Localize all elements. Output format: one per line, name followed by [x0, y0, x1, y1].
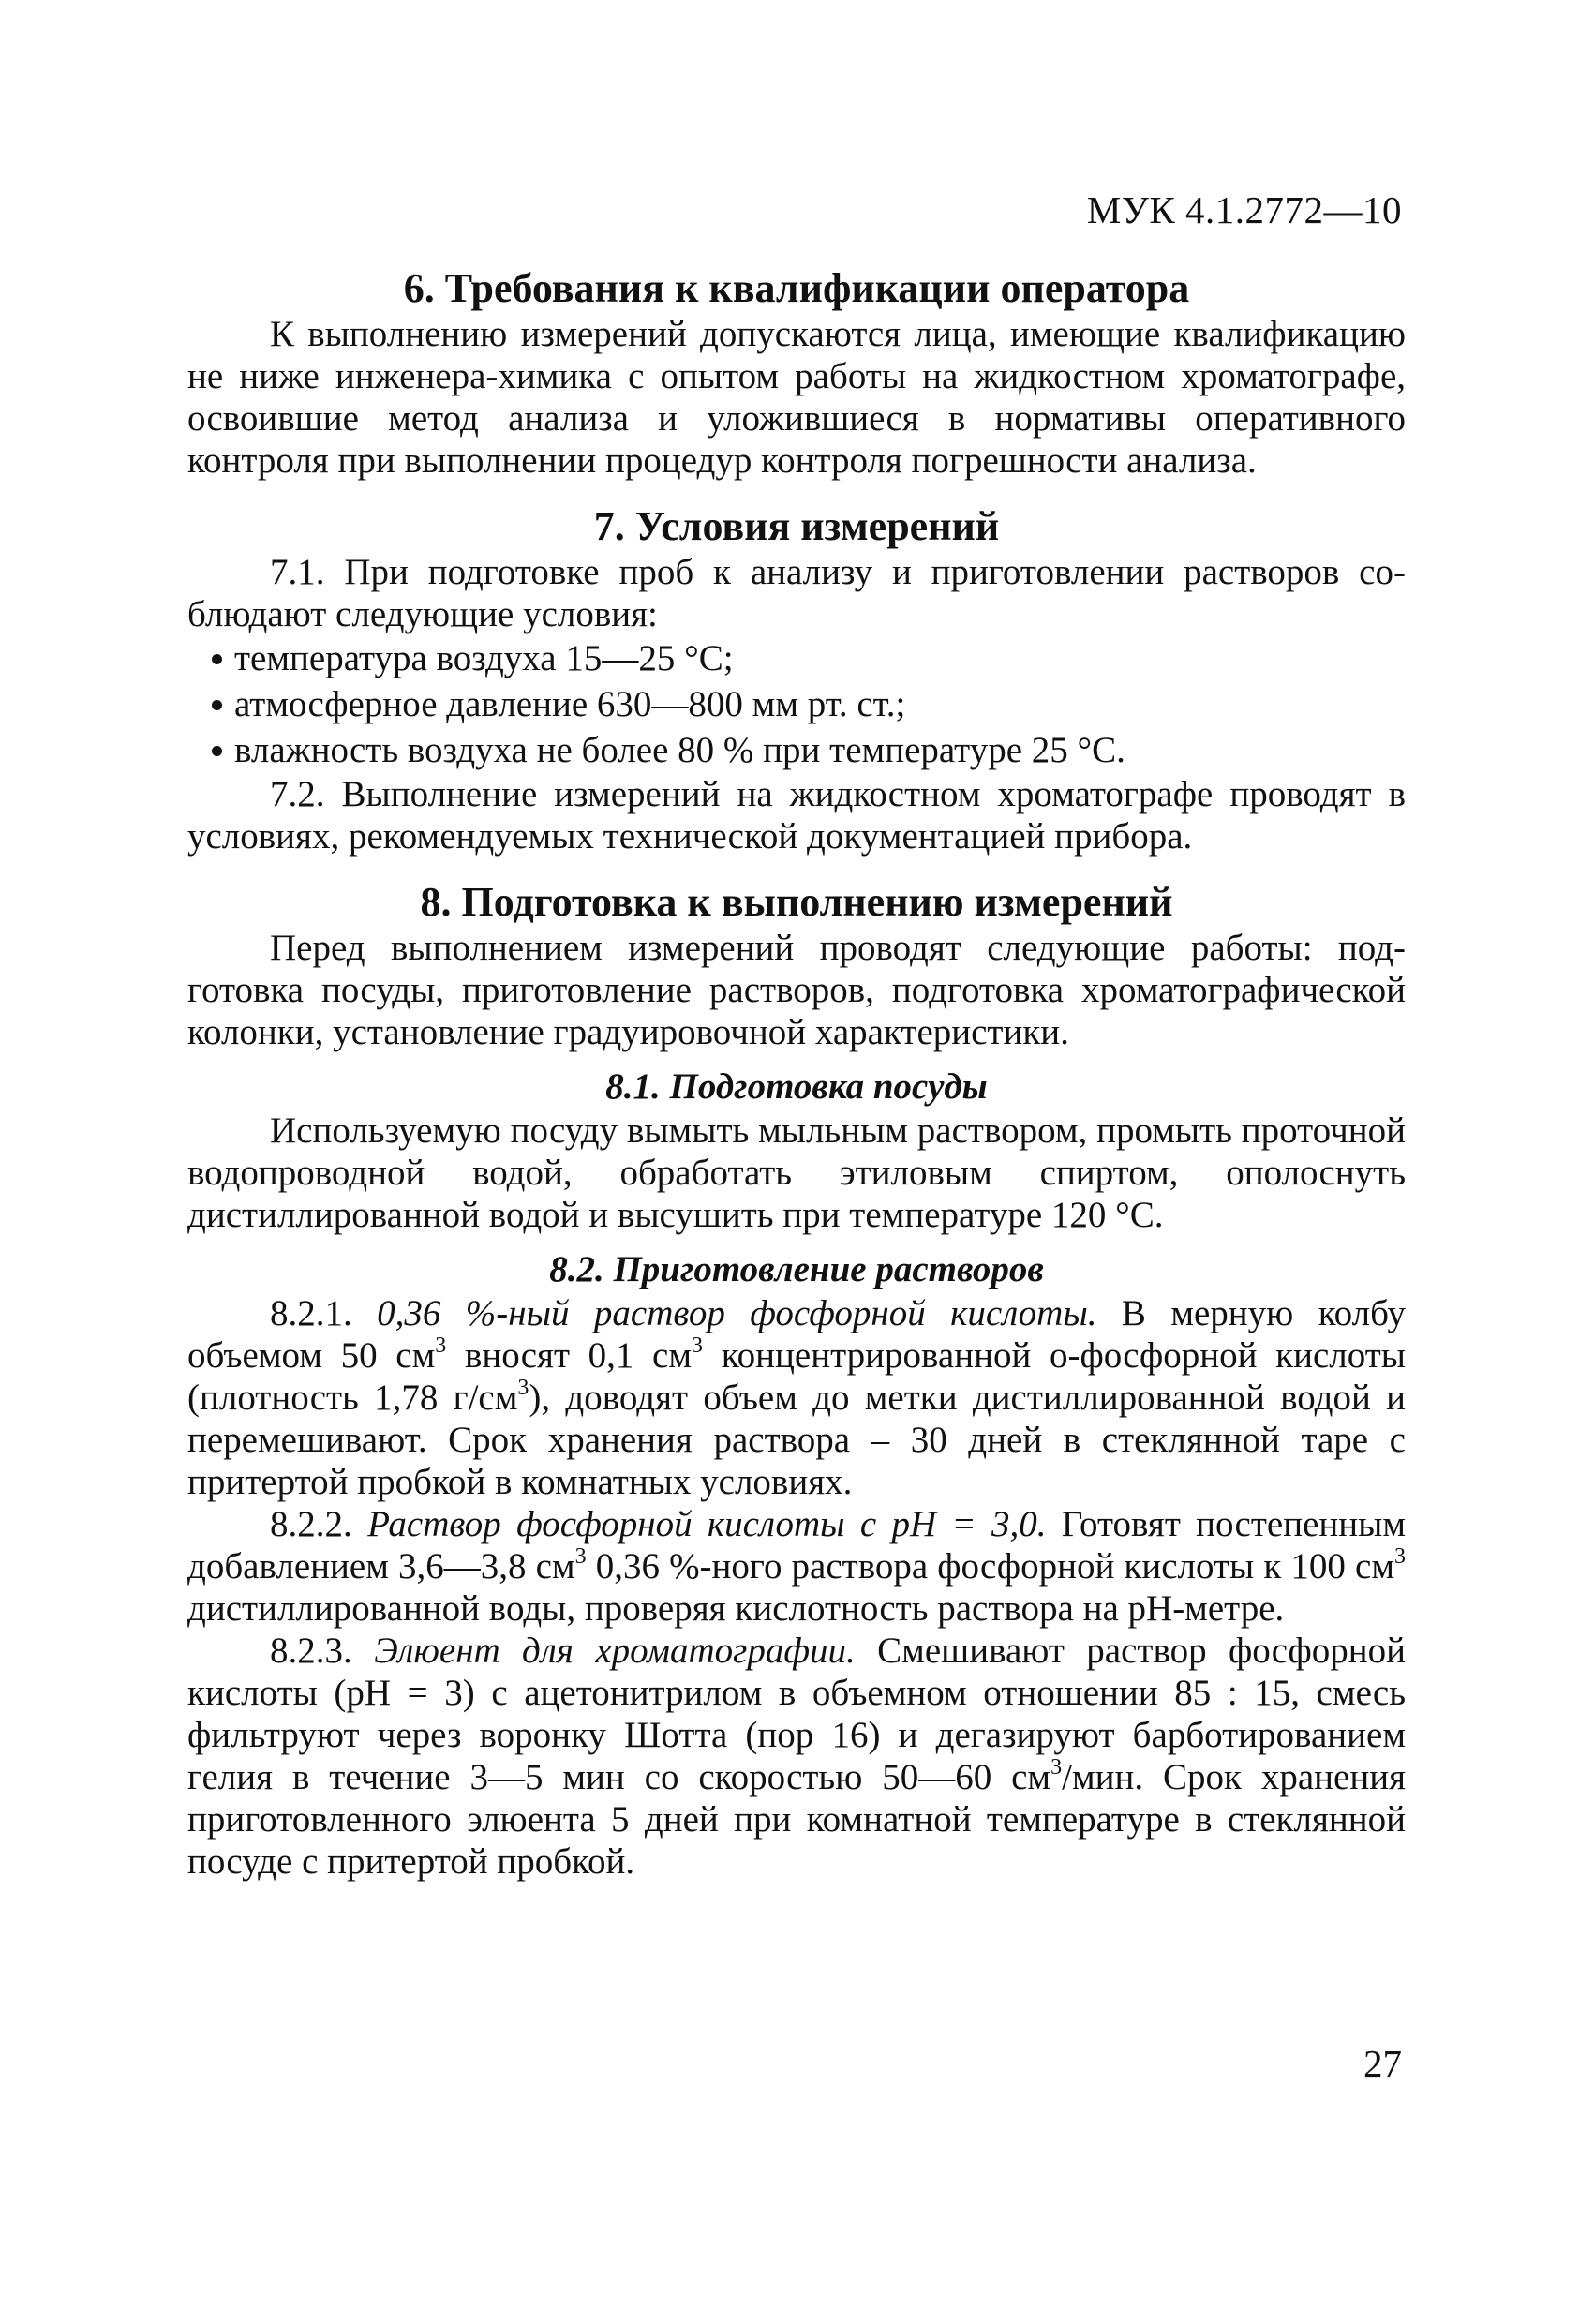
paragraph-8-2-2: 8.2.2. Раствор фосфорной кислоты с рН = 3,0. Готовят постепенным добавлением 3,6—3,8 $см^3$ 0,36 %-ного раствора фосфорной кислоты к 100 $см^3$ дистиллированной воды, проверяя кислотность раствора на рН-метре.	[187, 1504, 1407, 1629]
document-code: МУК 4.1.2772—10	[1086, 188, 1402, 231]
bullet-icon	[212, 654, 222, 664]
paragraph-8-2-1: 8.2.1. 0,36 %-ный раствор фосфорной кислоты. В мерную колбу объемом 50 $см^3$ вносят 0,1 $см^3$ концентрированной о-фосфорной кислоты (плотность 1,78 $г/см^3$), доводят объем до метки дистиллированной водой и перемешивают. Срок хранения раствора – 30 дней в стеклянной таре с притертой пробкой в комнатных условиях.	[187, 1293, 1407, 1502]
paragraph-8-2-1-title: 0,36 %-ный раствор фосфорной кислоты.	[377, 1293, 1097, 1333]
page-number: 27	[1363, 2042, 1402, 2085]
section-8-paragraph: Перед выполнением измерений проводят следующие работы: подготовка посуды, приготовление растворов, подготовка хроматографической колонки, установление градуировочной характеристики.	[187, 928, 1406, 1052]
section-8-title: 8. Подготовка к выполнению измерений	[420, 879, 1173, 925]
paragraph-8-1: Используемую посуду вымыть мыльным раствором, промыть проточной водопроводной водой, обработать этиловым спиртом, ополоснуть дистиллированной водой и высушить при температуре 120 °С.	[187, 1110, 1406, 1235]
subsection-8-1-title: 8.1. Подготовка посуды	[605, 1066, 988, 1107]
section-6-paragraph: К выполнению измерений допускаются лица, имеющие квалификацию не ниже инженера-химика с опытом работы на жидкостном хроматографе, освоившие метод анализа и уложившиеся в нормативы оперативного контроля при выполнении процедур контроля погрешности анализа.	[187, 314, 1406, 481]
list-item: температура воздуха 15—25 °С;	[187, 635, 1406, 681]
conditions-list	[187, 635, 1406, 773]
bullet-icon	[212, 700, 222, 710]
section-7-title: 7. Условия измерений	[593, 503, 1000, 549]
section-6-title: 6. Требования к квалификации оператора	[403, 265, 1190, 311]
paragraph-8-2-2-title: Раствор фосфорной кислоты с рН = 3,0.	[367, 1504, 1047, 1544]
list-item: атмосферное давление 630—800 мм рт. ст.;	[187, 681, 1406, 727]
page-content	[187, 264, 1406, 1883]
paragraph-8-2-3: 8.2.3. Элюент для хроматографии. Смешивают раствор фосфорной кислоты (рН = 3) с ацетонитрилом в объемном отношении 85 : 15, смесь фильтруют через воронку Шотта (пор 16) и дегазируют барботированием гелия в течение 3—5 мин со скоростью 50—60 $см^3$/мин. Срок хранения приготовленного элюента 5 дней при комнатной температуре в стеклянной посуде с притертой пробкой.	[187, 1631, 1407, 1882]
list-item: влажность воздуха не более 80 % при температуре 25 °С.	[187, 727, 1406, 773]
subsection-8-2-title: 8.2. Приготовление растворов	[549, 1249, 1044, 1289]
paragraph-7-2: 7.2. Выполнение измерений на жидкостном хроматографе проводят в условиях, рекомендуемых технической документацией прибора.	[187, 774, 1406, 857]
paragraph-7-1: 7.1. При подготовке проб к анализу и приготовлении растворов соблюдают следующие условия:	[187, 552, 1406, 634]
paragraph-8-2-3-title: Элюент для хроматографии.	[374, 1631, 856, 1671]
bullet-icon	[212, 746, 222, 756]
